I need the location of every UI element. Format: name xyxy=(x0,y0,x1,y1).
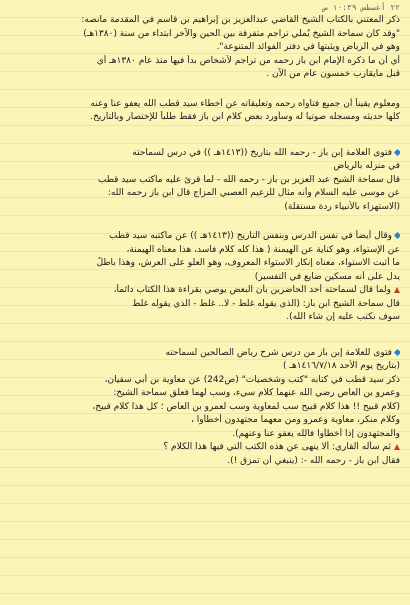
text-line: (الاستهزاء بالأنبياء ردة مستقلة) xyxy=(284,201,400,212)
text-line: ذكر سيد قطب في كتابه "كتب وشخصيات" (ص242) عن معاوية بن أبي سفيان، xyxy=(104,374,400,385)
red-triangle-icon xyxy=(394,287,400,293)
text-line: أي أن ما ذكره الإمام ابن باز رحمه من تراجم لأشخاص بدأ فيها منذ عام ١٣٨٠هـ أي xyxy=(96,55,400,66)
text-line: ولما قال لسماحته أحد الحاضرين بأن البعض يوصي بقراءة هذا الكتاب دائماً، xyxy=(113,285,391,295)
paragraph-note xyxy=(10,98,400,125)
text-line: عن الإستواء، وهو كناية عن الهيمنة ( هذا كله كلام فاسد، هذا معناه الهيمنة، xyxy=(126,244,400,255)
text-line: يدل على أنه مسكين ضايع في التفسير) xyxy=(254,271,400,282)
text-line: "وقد كان سماحة الشيخ يُملي تراجم متفرقة بين الحين والآخر ابتداء من سنة (١٣٨٠هـ) xyxy=(83,28,400,39)
text-line: ما أثبت الاستواء، معناه إنكار الاستواء المعروف، وهو العلو على العرش، وهذا باطلٌ xyxy=(96,258,400,268)
text-line: في منزله بالرياض xyxy=(333,161,400,171)
blue-diamond-icon xyxy=(394,232,400,239)
text-line: كلها حديثه ومسجله صوتيا له وسأورد بعض كلام ابن باز فقط طلباً للإختصار وبالتاريخ. xyxy=(90,112,400,122)
fatwa-heading: فتوى للعلامة إبن باز من درس شرح رياض الصالحين لسماحته xyxy=(165,347,392,358)
text-line: سوف نكتب عليه إن شاء الله). xyxy=(286,312,400,322)
text-line: وعمرو بن العاص رضي الله عنهما كلام سيء، وسب لهما فعلق سماحة الشيخ: xyxy=(113,388,400,398)
text-line: قال سماحة الشيخ ابن باز: (الذي يقوله غلط - لا.. غلط - الذي يقوله غلط xyxy=(132,298,400,309)
paragraph-fatwa-2 xyxy=(10,230,400,325)
text-line: (كلام قبيح !! هذا كلام قبيح سب لمعاوية وسب لعمرو بن العاص ؛ كل هذا كلام قبيح، xyxy=(92,401,400,412)
blue-diamond-icon xyxy=(394,348,400,355)
text-line: قبل مايقارب خمسون عام من الآن . xyxy=(266,69,400,79)
text-line: ثم سأله القاري: ألا ينهى عن هذه الكتب التي فيها هذا الكلام ؟ xyxy=(163,442,391,452)
text-line: عن موسى عليه السلام وأنه مثال للزعيم العصبي المزاج قال ابن باز رحمه الله: xyxy=(107,188,400,198)
paragraph-fatwa-1 xyxy=(10,147,400,215)
text-line: ذكر المعتني بالكتاب الشيخ القاضي عبدالعزيز بن إبراهيم بن قاسم في المقدمة مانصه: xyxy=(81,15,400,25)
text-line: قال سماحة الشيخ عبد العزيز بن باز - رحمه الله - لما قرئ عليه ماكتب سيد قطب xyxy=(97,174,400,185)
fatwa-heading: فتوى العلامة إبن باز - رحمه الله بتاريخ ((١٤١٣هـ )) في درس لسماحته xyxy=(132,147,392,158)
text-line: وقال أيضاً في نفس الدرس وبنفس التاريخ ((١٤١٣هـ )) عن ماكتبه سيد قطب xyxy=(108,231,392,241)
blue-diamond-icon xyxy=(394,148,400,155)
text-line: وهو في الرياض ويثبتها في دفتر الفوائد المتنوعة". xyxy=(216,42,400,52)
paragraph-intro xyxy=(10,14,400,82)
text-line: فقال ابن باز - رحمه الله -: (ينبغي أن تمزق !). xyxy=(227,455,400,466)
text-line: (بتاريخ يوم الأحد ١٤١٦/٧/١٨هـ ) xyxy=(282,361,400,371)
text-line: والمجتهدون إذا أخطأوا فالله يعفو عنا وعنهم). xyxy=(232,428,400,439)
paragraph-fatwa-3 xyxy=(10,347,400,469)
text-line: وكلام منكر، معاوية وعمرو ومن معهما مجتهدون أخطأوا ، xyxy=(190,415,400,425)
status-bar-time: ٢٢ أغسطس ١٠:٣٩ ص xyxy=(322,3,400,12)
red-triangle-icon xyxy=(394,444,400,450)
text-line: ومعلوم يقيناً أن جميع فتاواه رحمه وتعليقاته عن أخطاء سيد قطب الله يعفو عنا وعنه xyxy=(90,98,400,109)
